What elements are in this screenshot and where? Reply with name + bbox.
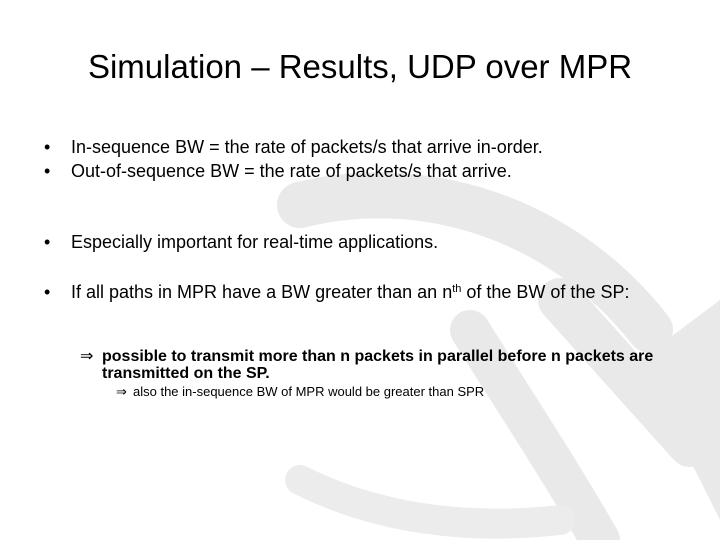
bullet-text-before: If all paths in MPR have a BW greater than an n (71, 282, 453, 302)
superscript-th: th (452, 283, 462, 295)
bullet-dot: • (44, 161, 51, 181)
watermark-bottom-curve (300, 480, 560, 524)
sub-bullet-text: possible to transmit more than n packets in parallel before n packets are transmitted on the SP. (102, 348, 654, 382)
bullet-text: Out-of-sequence BW = the rate of packets/s that arrive. (71, 161, 512, 181)
bullet-dot: • (44, 282, 51, 302)
bullet-text (71, 282, 691, 302)
bullet-text: Especially important for real-time applications. (71, 232, 439, 252)
bullet-dot: • (44, 137, 51, 157)
bullet-dot: • (44, 232, 51, 252)
bullet-text: In-sequence BW = the rate of packets/s that arrive in-order. (71, 137, 543, 157)
implies-arrow-icon: ⇒ (116, 384, 127, 399)
subsub-bullet-text: also the in-sequence BW of MPR would be greater than SPR (133, 384, 485, 399)
bullet-text-after: of the BW of the SP: (461, 282, 630, 302)
slide-title: Simulation – Results, UDP over MPR (87, 48, 633, 85)
implies-arrow-icon: ⇒ (80, 348, 94, 365)
